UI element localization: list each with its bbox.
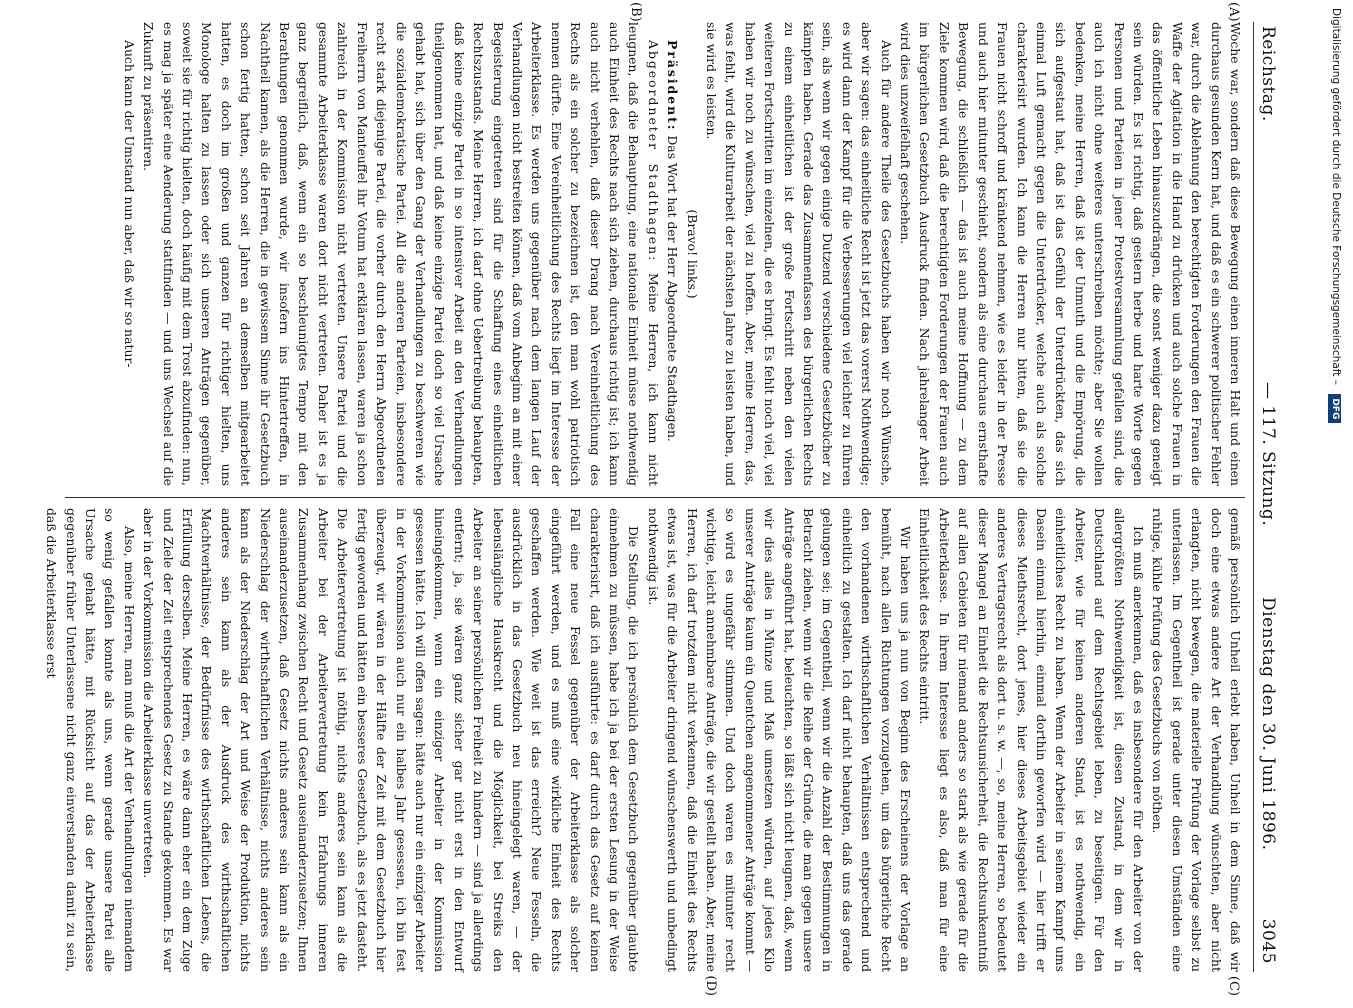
president-label: Präsident: [665, 40, 681, 132]
header-center: — 117. Sitzung. [1258, 382, 1278, 527]
header-date: Dienstag den 30. Juni 1896. [1258, 597, 1278, 851]
margin-marker-d: (D) [703, 975, 718, 996]
speech [139, 22, 663, 486]
page-number: 3045 [1258, 918, 1278, 964]
dfg-logo: DFG [1328, 394, 1341, 423]
right-column [44, 508, 1245, 996]
funding-note: Digitalisierung gefördert durch die Deutsche Forschungsgemeinschaft – [1330, 8, 1342, 385]
column-divider [65, 497, 1245, 498]
speech-text: Meine Herren, ich kann nicht leugnen, daß die Behauptung, eine nationale Einheit müsse nothwendig auch Einheit des Rechts nach sich ziehen, durchaus richtig ist; ich kann auch nicht verhehlen, daß dieser Drang nach Vereinheitlichung des Rechts als ein solcher zu bezeichnen ist, den man wohl patriotisch nennen dürfte. Eine Vereinheitlichung des Rechts liegt im Interesse der Arbeiterklasse. Es werden uns gegenüber nach dem langen Lauf der Verhandlungen nicht bestreiten können, daß vom Anbeginn an mit einer Begeisterung eingetreten sind für die Schaffung eines einheitlichen Rechtszustands. Meine Herren, ich darf ohne Uebertreibung behaupten, daß keine einzige Partei in so intensiver Arbeit an den Verhandlungen theilgenommen hat, und daß keine einzige Partei doch so viel Ursache gehabt hat, sich über den Gang der Verhandlungen zu beschweren wie die sozialdemokratische Partei. All die anderen Parteien, insbesondere recht stark diejenige Partei, die vorher durch den Herrn Abgeordneten Freiherrn von Manteuffel ihr Votum hat erklären lassen, waren ja schon zahlreich in der Kommission nicht vertreten. Unsere Partei und die gesammte Arbeiterklasse waren dort nicht vertreten. Daher ist es ja ganz begreiflich, daß, wenn ein so beschleunigtes Tempo mit den Berathungen genommen wurde, wir insofern ins Hintertreffen, in Nachtheil kamen, als die Herren, die in gewissem Sinne ihr Gesetzbuch schon fertig hatten, schon seit Jahren an demselben mitgearbeitet hatten, es doch im großen und ganzen für richtiger hielten, uns Monologe halten zu lassen oder sich unseren Anträgen gegenüber, soweit sie für richtig hielten, doch häufig mit dem Trost abzufinden: nun, es mag ja später eine Aenderung stattfinden — und uns Wechsel auf die Zukunft zu präsentiren. [141, 22, 661, 486]
paragraph: Die Stellung, die ich persönlich dem Gesetzbuch gegenüber glaubte einnehmen zu müssen, habe ich ja bei der ersten Lesung in der Weise charakterisirt, daß ich ausführte: es darf durch das Gesetz auf keinen Fall eine neue Fessel gegenüber der Arbeiterklasse als solcher eingeführt werden, und es muß eine wirkliche Einheit des Rechts geschaffen werden. Wie weit ist das erreicht? Neue Fesseln, die ausdrücklich in das Gesetzbuch neu hineingelegt waren, — der lebenslängliche Hauskrecht und die Möglichkeit, bei Streiks den Arbeiter an seiner persönlichen Freiheit zu hindern — sind ja allerdings entfernt; ja, sie wären ganz sicher gar nicht erst in den Entwurf hineingekommen, wenn ein einziger Arbeiter in der Kommission gesessen hätte. Ich will offen sagen: hätte auch nur ein einziger Arbeiter in der Vorkommission auch nur ein halbes Jahr gesessen, ich bin fest überzeugt, wir wären in der Hälfte der Zeit mit dem Gesetzbuch hier fertig geworden und hätten ein besseres Gesetzbuch, als es jetzt dasteht. Die Arbeitervertretung ist nöthig, nichts anderes sein kann als die Arbeiter bei der Arbeitervertretung kein Erfahrungs inneren Zusammenhang zwischen Recht und Gesetz auseinanderzusetzen; Ihnen auseinanderzusetzen, daß Gesetz nichts anderes sein kann als ein Niederschlag der wirthschaftlichen Verhältnisse, nichts anderes sein kann als der Niederschlag der Art und Weise der Produktion, nichts anderes sein kann als der Ausdruck des wirthschaftlichen Machtverhältnisse, der Bedürfnisse des wirthschaftlichen Lebens, die Erfüllung derselben. Meine Herren, es wäre dann eher ein dem Zuge und Ziele der Zeit entsprechendes Gesetz zu Stande gekommen. Es war aber in der Vorkommission die Arbeiterklasse unvertreten. [141, 508, 642, 972]
margin-marker-a: (A) [1226, 2, 1241, 22]
header-left: Reichstag. [1258, 26, 1278, 122]
paragraph: Also, meine Herren, man muß die Art der Verhandlungen niemandem so wenig gefallen konnte als uns, wenn gerade unsere Partei alle Ursache gehabt hätte, mit Rücksicht auf das der Arbeiterklasse gegenüber früher Unterlassene nicht ganz einverstanden damit zu sein, daß die Arbeiterklasse erst [44, 508, 137, 972]
digitization-footer [1311, 0, 1351, 1000]
speaker-label: Abgeordneter Stadthagen: [645, 40, 661, 263]
president-text: Das Wort hat der Herr Abgeordnete Stadthagen. [665, 135, 681, 442]
running-head [1253, 22, 1280, 972]
president-remark [663, 22, 682, 486]
paragraph: Woche war, sondern daß diese Bewegung einen inneren Halt und einen durchaus gesunden Kern hat, und daß es ein schwerer politischer Fehler war, durch die Ablehnung den berechtigten Forderungen den Frauen die Waffe der Agitation in die Hand zu drücken und auch solche Frauen in das öffentliche Leben hinauszudrängen, die sonst weniger dazu geneigt sein würden. Es ist richtig, daß gestern herbe und harte Worte gegen Personen und Parteien in jener Protestversammlung gefallen sind, die auch ich nicht ohne weiteres unterschreiben möchte; aber Sie wollen bedenken, meine Herren, daß ist der Unmuth und die Empörung, die sich aufgestaut hat, daß ist das Gefühl der Unterdrückten, das sich einmal Luft gemacht gegen die Unterdrücker, welche auch als solche charakterisirt wurden. Ich kann die Herren nur bitten, daß sie die Frauen nicht schroff und kränkend nehmen, wie es leider in der Presse und auch hier mitunter geschieht, sondern als eine durchaus ernsthafte Bewegung, die schließlich — das ist auch meine Hoffnung — zu dem Ziele kommen wird, daß die berechtigten Forderungen der Frauen auch im bürgerlichen Gesetzbuch Ausdruck finden. Nach jahrelanger Arbeit wird dies unzweifelhaft geschehen. [898, 22, 1243, 486]
margin-marker-c: (C) [1226, 975, 1241, 996]
margin-marker-b: (B) [628, 2, 643, 22]
text-columns [44, 2, 1245, 996]
paragraph: Ich muß anerkennen, daß es insbesondere für den Arbeiter von der allergrößten Nothwendigkeit ist, diesen Zustand, in dem wir in Deutschland auf dem Rechtsgebiet leben, zu beseitigen. Für den Arbeiter, wie für keinen anderen Stand, ist es nothwendig, ein einheitliches Recht zu haben. Wenn der Arbeiter in seinem Kampf ums Dasein einmal hierhin, einmal dorthin geworfen wird — hier trifft er dieses Miethsrecht, dort jenes, hier dieses Arbeitsgebiet wieder ein anderes Vertragsrecht als dort u. s. w. —, so, meine Herren, so bedeutet dieser Mangel an Einheit die Rechtsunsicherheit, die Rechtsunkenntniß auf allen Gebieten für niemand anders so stark als wie gerade für die Arbeiterklasse. In ihrem Interesse liegt es also, daß man für eine Einheitlichkeit des Rechts eintritt. [917, 508, 1146, 972]
paragraph: Wir haben uns ja nun von Beginn des Erscheinens der Vorlage an bemüht, nach allen Richtungen vorzugehen, um das bürgerliche Recht den vorhandenen wirthschaftlichen Verhältnissen entsprechend und einheitlich zu gestalten. Ich darf nicht behaupten, daß uns das gerade gelungen sei; im Gegentheil, wenn wir die Anzahl der Bestimmungen in Betracht ziehen, wenn wir die Reihe der Gründe, die man gegen unsere Anträge angeführt hat, beleuchten, so läßt sich nicht leugnen, daß, wenn wir dies alles in Münze und Maß umsetzen würden, auf jedes Kilo unserer Anträge kaum ein Quentchen angenommener Anträge kommt — so wird es ungefähr stimmen. Und doch waren es mitunter recht wichtige, leicht annehmbare Anträge, die wir gestellt haben. Aber, meine Herren, ich darf trotzdem nicht verkennen, daß die Einheit des Rechts etwas ist, was für die Arbeiter dringend wünschenswerth und unbedingt nothwendig ist. [645, 508, 914, 972]
left-column [65, 2, 1245, 486]
paragraph: Auch kann der Umstand nun aber, daß wir so natur- [121, 40, 137, 368]
applause-note: (Bravo! links.) [684, 209, 700, 299]
paragraph: Auch für andere Theile des Gesetzbuchs haben wir noch Wünsche, aber wir sagen: das einheitliche Recht ist jetzt das vorerst Nothwendige; es wird dann der Kampf für die Verbesserungen viel leichter zu führen sein, als wenn wir gegen einige Dutzend verschiedene Gesetzbücher zu kämpfen haben. Gerade das Zusammenfassen des bürgerlichen Rechts zu einem einheitlichen ist der große Fortschritt neben den vielen weiteren Fortschritten im einzelnen, die es bringt. Es fehlt noch viel, viel haben wir noch zu wünschen, viel zu hoffen. Aber, meine Herren, das, was fehlt, wird die Kulturarbeit der nächsten Jahre zu leisten haben, und sie wird es leisten. [704, 22, 894, 486]
paragraph: gemäß persönlich Unheil erlebt haben, Unheil in dem Sinne, daß wir doch eine etwas andere Art der Verhandlung wünschten, aber nicht erlangten, nicht bewegen, die materielle Prüfung der Vorlage selbst zu unterlassen. Im Gegentheil ist gerade unter diesen Umständen eine ruhige, kühle Prüfung des Gesetzbuchs von nöthen. [1150, 508, 1243, 972]
